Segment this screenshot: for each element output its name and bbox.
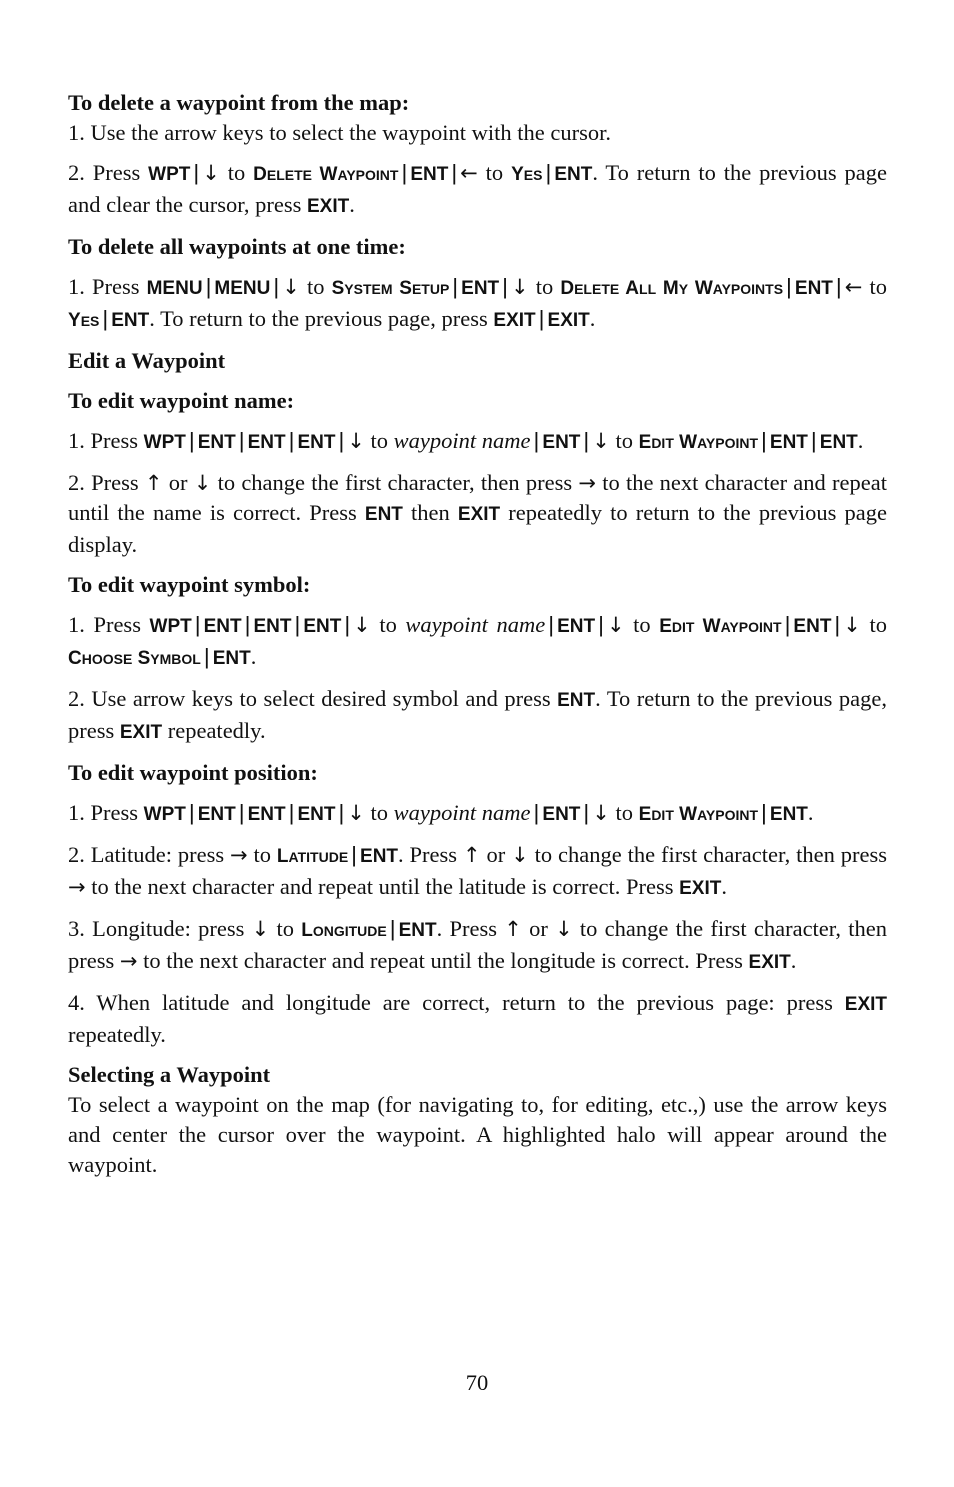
manual-page [68,88,887,1180]
heading-edit-waypoint: Edit a Waypoint [68,348,226,373]
step-edit-position-3: 3. Longitude: press ↓ to LONGITUDE | ENT. Press ↑ or ↓ to change the first character, then press → to the next character and repeat until the longitude is correct. Press EXIT. [68,916,887,973]
step-edit-name-2: 2. Press ↑ or ↓ to change the first character, then press → to the next character and repeat until the name is correct. Press ENT then EXIT repeatedly to return to the previous page display. [68,470,887,557]
step-edit-position-2: 2. Latitude: press → to LATITUDE | ENT. Press ↑ or ↓ to change the first character, then press → to the next character and repeat until the latitude is correct. Press EXIT. [68,842,887,899]
heading-selecting-waypoint: Selecting a Waypoint [68,1062,271,1087]
step-edit-symbol-1: 1. Press WPT | ENT | ENT | ENT | ↓ to waypoint name | ENT | ↓ to EDIT WAYPOINT | ENT | ↓ to CHOOSE SYMBOL | ENT. [68,612,887,669]
step-delete-waypoint-2: 2. Press WPT | ↓ to DELETE WAYPOINT | ENT | ← to YES | ENT. To return to the previous page and clear the cursor, press EXIT. [68,160,887,217]
step-edit-position-4: 4. When latitude and longitude are correct, return to the previous page: press EXIT repeatedly. [68,990,887,1047]
heading-delete-waypoint: To delete a waypoint from the map: [68,90,410,115]
step-edit-symbol-2: 2. Use arrow keys to select desired symbol and press ENT. To return to the previous page, press EXIT repeatedly. [68,686,887,743]
step-edit-name-1: 1. Press WPT | ENT | ENT | ENT | ↓ to waypoint name | ENT | ↓ to EDIT WAYPOINT | ENT | ENT. [68,428,864,453]
heading-edit-symbol: To edit waypoint symbol: [68,572,311,597]
paragraph-selecting-waypoint: To select a waypoint on the map (for navigating to, for editing, etc.,) use the arrow keys and center the cursor over the waypoint. A highlighted halo will appear around the waypoint. [68,1092,887,1177]
page-number: 70 [465,1370,489,1395]
step-delete-all-1: 1. Press MENU | MENU | ↓ to SYSTEM SETUP | ENT | ↓ to DELETE ALL MY WAYPOINTS | ENT | ← to YES | ENT. To return to the previous page, press EXIT | EXIT. [68,274,887,331]
heading-delete-all-waypoints: To delete all waypoints at one time: [68,234,406,259]
step-edit-position-1: 1. Press WPT | ENT | ENT | ENT | ↓ to waypoint name | ENT | ↓ to EDIT WAYPOINT | ENT. [68,800,814,825]
heading-edit-position: To edit waypoint position: [68,760,318,785]
step-delete-waypoint-1: 1. Use the arrow keys to select the waypoint with the cursor. [68,120,611,145]
heading-edit-name: To edit waypoint name: [68,388,295,413]
